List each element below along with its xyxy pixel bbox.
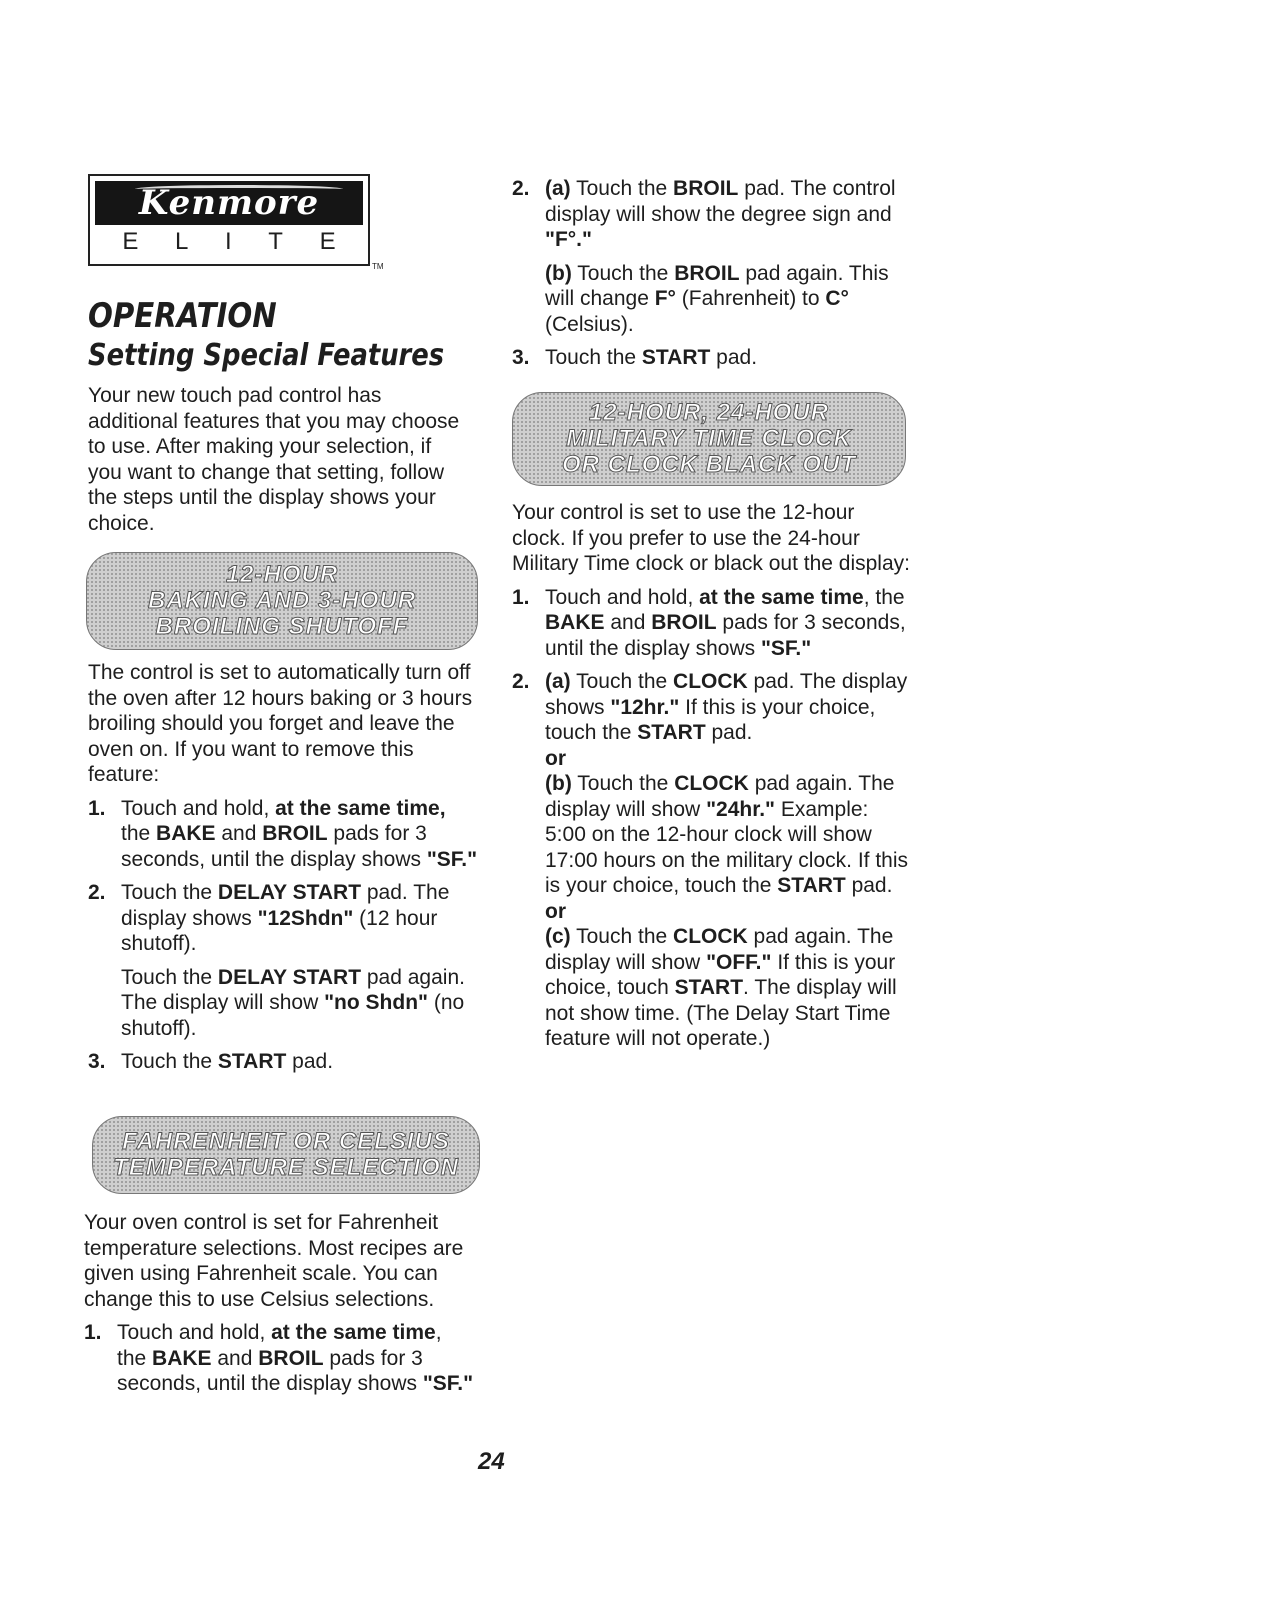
step-number: 1. [84,1321,102,1344]
clock-pad-label: CLOCK [673,925,748,948]
step-emphasis: at the same time, [275,796,446,820]
step-number: 1. [88,796,106,820]
step-text: Touch and hold, [121,796,276,820]
step-number: 1. [512,585,530,609]
intro-block [88,383,460,536]
step-text: Touch the [570,925,674,948]
section-subtitle: Setting Special Features [88,338,445,373]
step-text: pad. The control display will show the degree sign and [545,177,896,226]
step-text: (no shutoff). [121,991,465,1040]
banner-shutoff [86,552,478,650]
banner-line: OR CLOCK BLACK OUT [562,451,856,478]
display-readout: "SF." [422,1372,474,1395]
bake-pad-label: BAKE [156,822,216,845]
step-text: (Fahrenheit) to [675,287,826,310]
step-number: 3. [512,346,530,369]
step-text: (12 hour shutoff). [121,906,438,955]
display-readout: "24hr." [706,797,776,821]
clock-section [512,500,912,1052]
step-number: 2. [512,670,530,693]
or-separator: or [545,899,566,923]
step-text: pad. The display shows [545,670,908,719]
step-text: Touch the [121,881,218,904]
step-continuation [545,771,912,899]
step-text: , the [117,1321,442,1370]
logo-subtitle [90,228,368,256]
banner-line: BROILING SHUTOFF [155,613,409,640]
step-text: Touch the [570,177,674,200]
step-text: the [121,822,157,845]
step-text: Touch and hold, [117,1321,272,1344]
or-separator: or [545,746,566,770]
start-pad-label: START [217,1050,287,1073]
kenmore-elite-logo [88,174,370,266]
step-text: pad again. The display will show [545,772,895,821]
step-text: pad. The display shows [121,881,450,930]
clock-step-2 [512,669,912,1052]
display-readout: "SF." [760,636,812,660]
shutoff-step-2 [88,880,478,1041]
broil-pad-label: BROIL [258,1346,324,1370]
shutoff-step-3 [88,1049,478,1075]
banner-line: 12-HOUR, 24-HOUR [588,399,830,426]
step-continuation [545,261,912,338]
start-pad-label: START [641,346,711,369]
delay-start-pad-label: DELAY START [217,965,362,989]
display-readout: "no Shdn" [324,991,428,1014]
step-text: Touch the [121,965,218,989]
step-number: 3. [88,1050,106,1073]
logo-letter: I [224,228,232,255]
step-text: . The display will not show time. (The Delay Start Time feature will not operate.) [545,976,897,1050]
step-text: (Celsius). [545,312,634,336]
logo-letter: L [174,228,189,255]
banner-clock [512,392,906,486]
logo-letter: T [268,228,283,255]
display-readout: "SF." [426,847,478,871]
banner-line: TEMPERATURE SELECTION [113,1154,459,1181]
step-text: pads for 3 seconds, until the display shows [117,1346,423,1395]
unit-label: F° [654,287,676,310]
display-readout: "12hr." [610,695,680,719]
step-text: and [604,611,652,634]
step-text: If this is your choice, touch [545,950,896,999]
step-number: 2. [88,881,106,904]
display-readout: "F°." [545,228,592,251]
bake-pad-label: BAKE [152,1346,212,1370]
step-text: pad. [705,721,753,744]
step-text: , the [863,585,905,609]
broil-pad-label: BROIL [651,611,717,634]
bake-pad-label: BAKE [545,611,605,634]
temperature-step-2 [512,176,912,337]
temperature-step-1 [84,1320,474,1397]
clock-pad-label: CLOCK [674,772,749,795]
logo-brand: Kenmore [95,181,363,225]
clock-pad-label: CLOCK [673,670,748,693]
broil-pad-label: BROIL [262,822,328,845]
step-text: pad again. The display will show [545,925,894,974]
start-pad-label: START [674,976,744,999]
step-text: Touch and hold, [545,585,700,609]
step-number: 2. [512,177,530,200]
step-text: Touch the [571,772,675,795]
temperature-section [84,1210,474,1397]
banner-line: 12-HOUR [225,561,339,588]
trademark-mark: TM [372,262,384,271]
display-readout: "OFF." [706,950,772,974]
step-text: and [215,822,263,845]
step-text: pads for 3 seconds, until the display shows [545,611,906,660]
step-text: pad again. This will change [545,261,889,310]
shutoff-section [88,660,478,1075]
logo-letter: E [319,228,336,255]
logo-letter: E [122,228,139,255]
step-text: pad. [710,346,758,369]
substep-label: (c) [545,925,571,948]
start-pad-label: START [637,721,706,744]
step-text: pads for 3 seconds, until the display shows [121,822,427,871]
broil-pad-label: BROIL [673,177,739,200]
substep-label: (a) [545,670,571,693]
substep-label: (b) [545,261,572,285]
display-readout: "12Shdn" [257,906,354,930]
step-text: and [211,1346,259,1370]
clock-step-1 [512,585,912,662]
step-text: Touch the [570,670,674,693]
banner-temperature [92,1116,480,1194]
banner-line: FAHRENHEIT OR CELSIUS [122,1128,450,1155]
step-text: pad. [845,874,893,897]
step-text: pad. [286,1050,334,1073]
banner-line: MILITARY TIME CLOCK [566,425,852,452]
page-number: 24 [478,1448,505,1475]
step-emphasis: at the same time [271,1321,436,1344]
step-continuation [121,965,478,1042]
step-text: Example: 5:00 on the 12-hour clock will show 17:00 hours on the military clock. If this is your choice, touch the [545,797,908,897]
step-text: pad again. The display will show [121,965,465,1014]
substep-label: (a) [545,177,571,200]
banner-line: BAKING AND 3-HOUR [147,587,417,614]
broil-pad-label: BROIL [674,261,740,285]
shutoff-step-1 [88,796,478,873]
shutoff-intro: The control is set to automatically turn off the oven after 12 hours baking or 3 hours broiling should you forget and leave the oven on. If you want to remove this feature: [88,661,473,786]
temperature-continued [512,176,912,371]
step-text: Touch the [121,1050,218,1073]
temperature-intro: Your oven control is set for Fahrenheit temperature selections. Most recipes are given using Fahrenheit scale. You can change this to use Celsius selections. [84,1211,464,1311]
clock-intro: Your control is set to use the 12-hour clock. If you prefer to use the 24-hour Military Time clock or black out the display: [512,501,910,575]
unit-label: C° [825,287,849,310]
section-title: OPERATION [88,296,277,336]
delay-start-pad-label: DELAY START [217,881,362,904]
step-emphasis: at the same time [699,585,864,609]
step-text: Touch the [545,346,642,369]
temperature-step-3 [512,345,912,371]
intro-text: Your new touch pad control has additional features that you may choose to use. After making your selection, if you want to change that setting, follow the steps until the display shows your choice. [88,384,460,535]
step-continuation [545,924,912,1052]
start-pad-label: START [777,874,846,897]
substep-label: (b) [545,772,572,795]
step-text: If this is your choice, touch the [545,695,876,744]
step-text: Touch the [571,261,675,285]
